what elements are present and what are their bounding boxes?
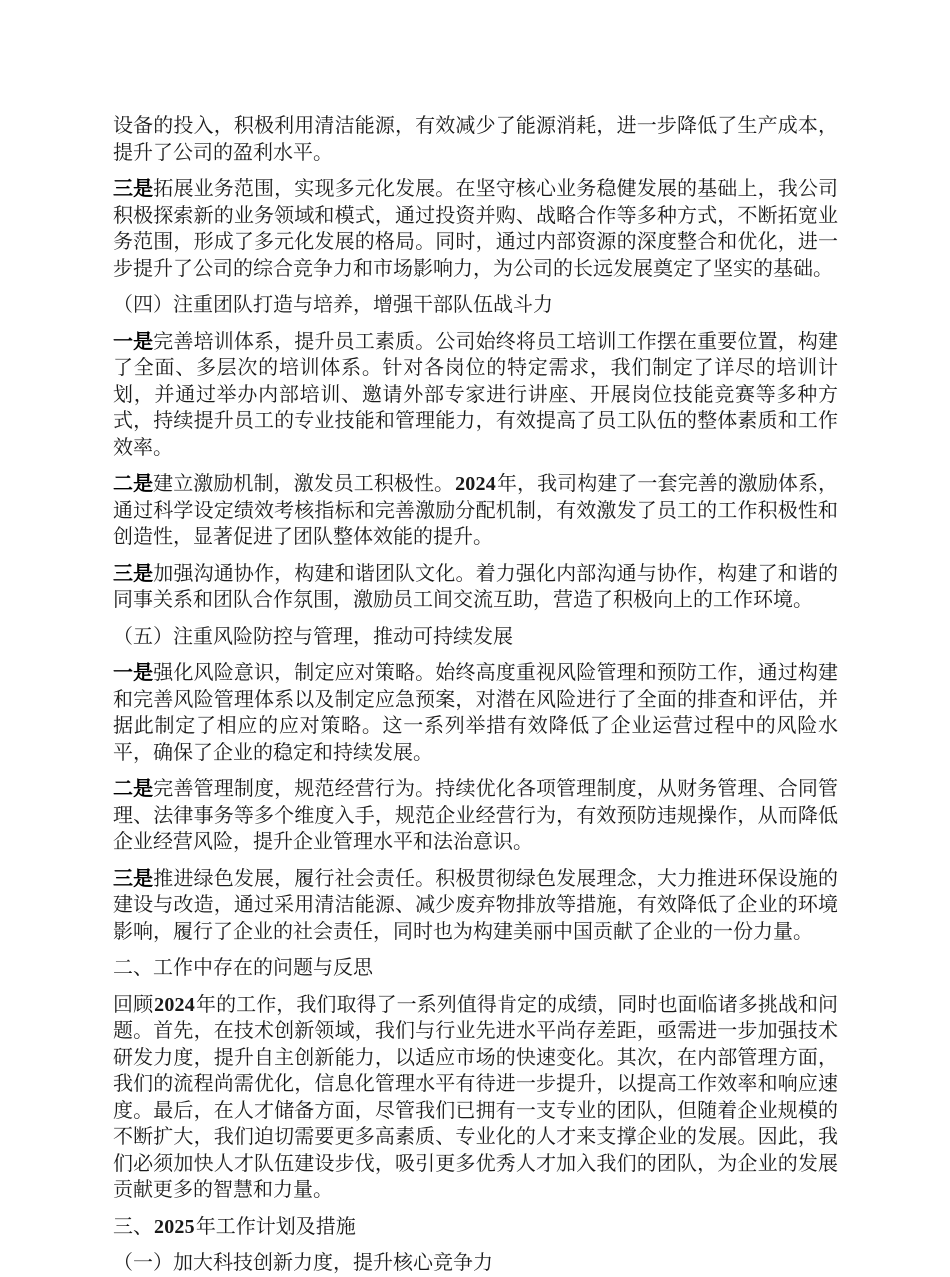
paragraph-lead-in: 一是 xyxy=(113,330,154,353)
body-paragraph xyxy=(113,992,838,1204)
paragraph-text: 加强沟通协作，构建和谐团队文化。着力强化内部沟通与协作，构建了和谐的同事关系和团队合作氛围，激励员工间交流互助，营造了积极向上的工作环境。 xyxy=(113,562,839,611)
paragraph-lead-in: 三是 xyxy=(113,562,154,585)
body-paragraph xyxy=(113,329,838,462)
paragraph-lead-in: 三是 xyxy=(113,178,154,200)
section-heading xyxy=(113,1250,838,1277)
paragraph-lead-in: 一是 xyxy=(113,662,154,684)
body-paragraph xyxy=(113,660,838,766)
body-paragraph xyxy=(113,113,838,166)
paragraph-lead-in: 二是 xyxy=(113,778,154,800)
document-body xyxy=(113,113,838,1277)
numeric-run: 2024 xyxy=(154,993,195,1016)
paragraph-text: 建立激励机制，激发员工积极性。2024年，我司构建了一套完善的激励体系，通过科学设定绩效考核指标和完善激励分配机制，有效激发了员工的工作积极性和创造性，显著促进了团队整体效能的提升。 xyxy=(113,473,839,548)
section-heading xyxy=(113,292,838,319)
paragraph-text: 推进绿色发展，履行社会责任。积极贯彻绿色发展理念，大力推进环保设施的建设与改造，通过采用清洁能源、减少废弃物排放等措施，有效降低了企业的环境影响，履行了企业的社会责任，同时也为构建美丽中国贡献了企业的一份力量。 xyxy=(113,867,839,943)
paragraph-text: 完善培训体系，提升员工素质。公司始终将员工培训工作摆在重要位置，构建了全面、多层次的培训体系。针对各岗位的特定需求，我们制定了详尽的培训计划，并通过举办内部培训、邀请外部专家进行讲座、开展岗位技能竞赛等多种方式，持续提升员工的专业技能和管理能力，有效提高了员工队伍的整体素质和工作效率。 xyxy=(113,330,839,459)
numeric-run: 2024 xyxy=(455,473,496,495)
paragraph-text: 完善管理制度，规范经营行为。持续优化各项管理制度，从财务管理、合同管理、法律事务等多个维度入手，规范企业经营行为，有效预防违规操作，从而降低企业经营风险，提升企业管理水平和法治意识。 xyxy=(113,778,839,853)
section-heading xyxy=(113,955,838,982)
paragraph-text: 回顾2024年的工作，我们取得了一系列值得肯定的成绩，同时也面临诸多挑战和问题。首先，在技术创新领域，我们与行业先进水平尚存差距，亟需进一步加强技术研发力度，提升自主创新能力，以适应市场的快速变化。其次，在内部管理方面，我们的流程尚需优化，信息化管理水平有待进一步提升，以提高工作效率和响应速度。最后，在人才储备方面，尽管我们已拥有一支专业的团队，但随着企业规模的不断扩大，我们迫切需要更多高素质、专业化的人才来支撑企业的发展。因此，我们必须加快人才队伍建设步伐，吸引更多优秀人才加入我们的团队，为企业的发展贡献更多的智慧和力量。 xyxy=(113,993,839,1201)
paragraph-text: 设备的投入，积极利用清洁能源，有效减少了能源消耗，进一步降低了生产成本，提升了公司的盈利水平。 xyxy=(113,115,838,164)
section-heading xyxy=(113,1214,838,1241)
paragraph-text: 强化风险意识，制定应对策略。始终高度重视风险管理和预防工作，通过构建和完善风险管理体系以及制定应急预案，对潜在风险进行了全面的排查和评估，并据此制定了相应的应对策略。这一系列举措有效降低了企业运营过程中的风险水平，确保了企业的稳定和持续发展。 xyxy=(113,662,839,764)
body-paragraph xyxy=(113,561,838,614)
body-paragraph xyxy=(113,471,838,551)
body-paragraph xyxy=(113,866,838,946)
section-heading-text: （五）注重风险防控与管理，推动可持续发展 xyxy=(113,625,513,648)
paragraph-lead-in: 二是 xyxy=(113,473,154,495)
numeric-run: 2025 xyxy=(154,1215,195,1238)
section-heading-text: 二、工作中存在的问题与反思 xyxy=(113,957,373,979)
body-paragraph xyxy=(113,776,838,856)
body-paragraph xyxy=(113,176,838,282)
section-heading-text: （四）注重团队打造与培养，增强干部队伍战斗力 xyxy=(113,294,553,316)
section-heading xyxy=(113,624,838,651)
section-heading-text: 三、2025年工作计划及措施 xyxy=(113,1215,356,1238)
paragraph-lead-in: 三是 xyxy=(113,867,154,890)
section-heading-text: （一）加大科技创新力度，提升核心竞争力 xyxy=(113,1252,493,1274)
paragraph-text: 拓展业务范围，实现多元化发展。在坚守核心业务稳健发展的基础上，我公司积极探索新的业务领域和模式，通过投资并购、战略合作等多种方式，不断拓宽业务范围，形成了多元化发展的格局。同时，通过内部资源的深度整合和优化，进一步提升了公司的综合竞争力和市场影响力，为公司的长远发展奠定了坚实的基础。 xyxy=(113,178,839,280)
